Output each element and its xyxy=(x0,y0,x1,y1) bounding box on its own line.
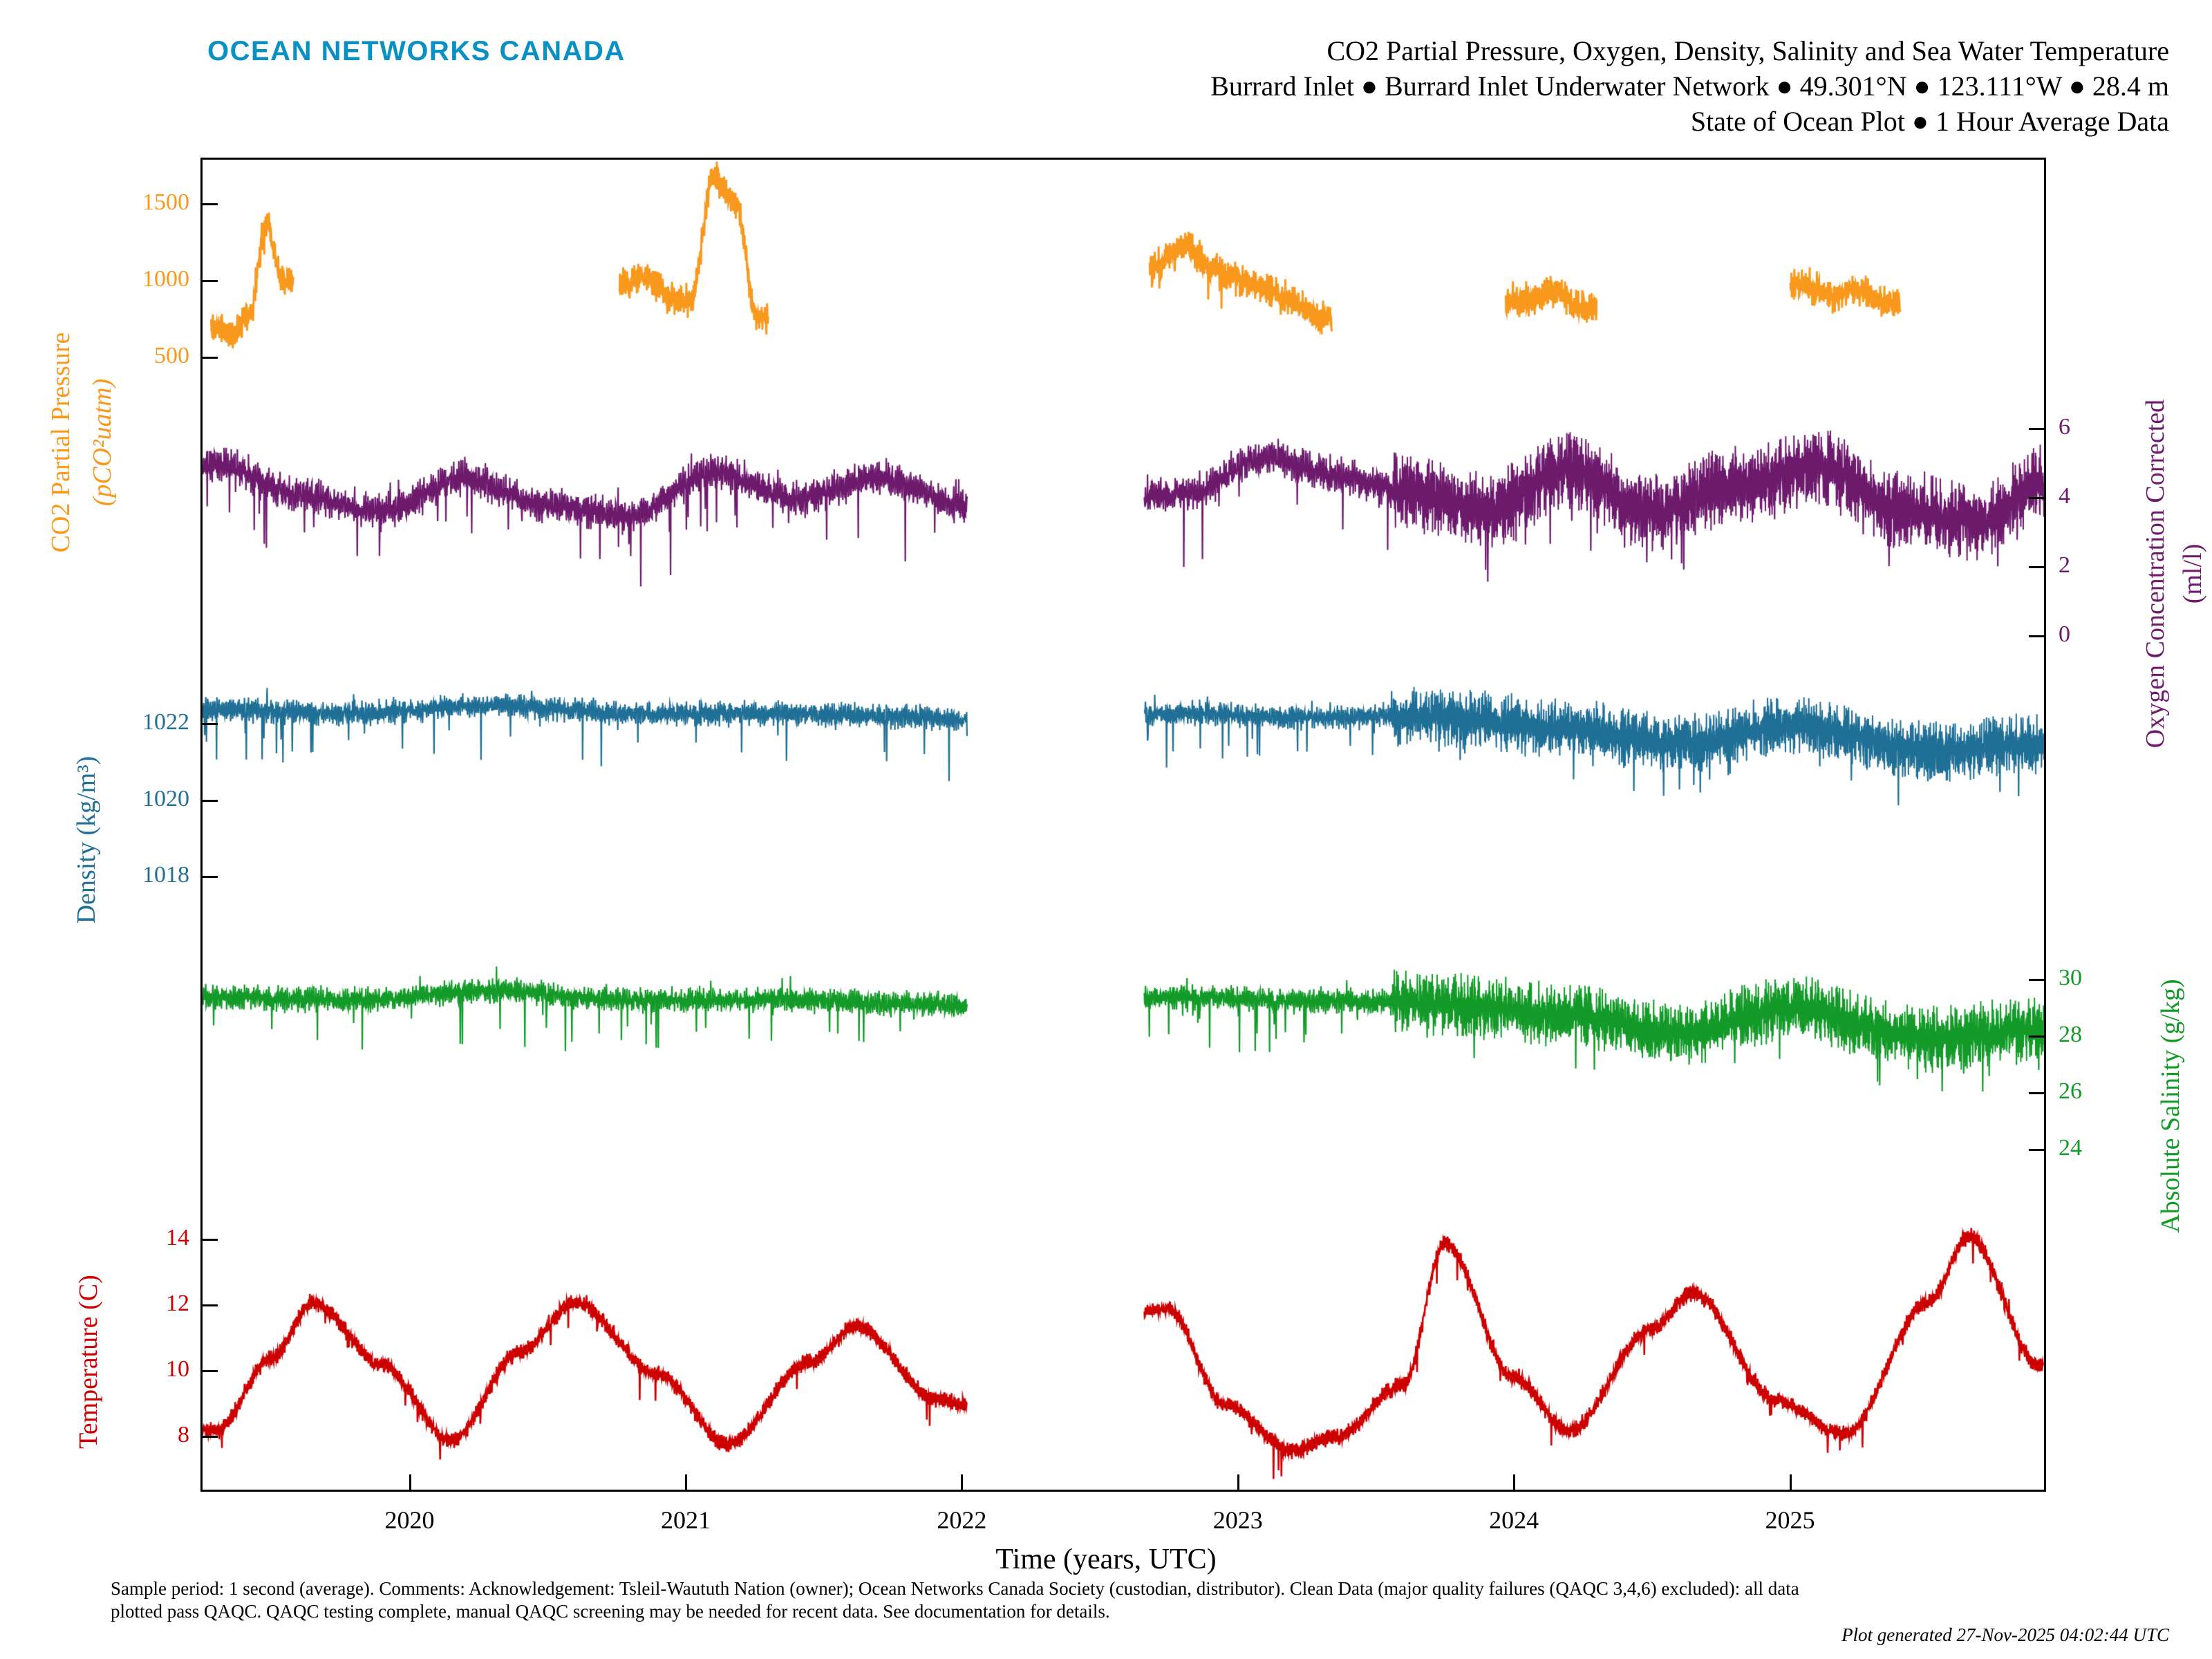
tick-mark xyxy=(203,1436,218,1438)
y-tick-label: 8 xyxy=(178,1421,189,1447)
axis-label-co2-line2: (pCO²uatm) xyxy=(88,378,117,507)
x-tick-label: 2020 xyxy=(384,1506,435,1534)
axis-label-salinity: Absolute Salinity (g/kg) xyxy=(2156,979,2185,1233)
x-tick-label: 2024 xyxy=(1489,1506,1539,1534)
chart-title-block xyxy=(1210,33,2169,140)
tick-mark xyxy=(203,723,218,725)
y-tick-label: 2 xyxy=(2059,552,2070,578)
axis-label-density: Density (kg/m³) xyxy=(72,756,101,924)
tick-mark xyxy=(961,1474,963,1490)
y-tick-label: 14 xyxy=(166,1224,189,1250)
y-tick-label: 1022 xyxy=(142,709,189,735)
y-tick-label: 6 xyxy=(2059,414,2070,440)
y-tick-label: 10 xyxy=(166,1356,189,1382)
y-tick-label: 4 xyxy=(2059,483,2070,509)
x-axis-title: Time (years, UTC) xyxy=(995,1544,1217,1575)
tick-mark xyxy=(2029,566,2044,568)
y-tick-label: 1018 xyxy=(142,861,189,888)
plot-area[interactable] xyxy=(200,158,2046,1492)
y-tick-label: 28 xyxy=(2059,1021,2082,1047)
tick-mark xyxy=(409,1474,411,1490)
tick-mark xyxy=(203,280,218,282)
tick-mark xyxy=(2029,1092,2044,1094)
tick-mark xyxy=(203,1370,218,1372)
tick-mark xyxy=(2029,635,2044,637)
series-canvas xyxy=(203,160,2044,1490)
tick-mark xyxy=(1790,1474,1792,1490)
y-tick-label: 500 xyxy=(154,342,189,368)
tick-mark xyxy=(2029,1035,2044,1038)
axis-label-temperature: Temperature (C) xyxy=(74,1275,103,1449)
y-tick-label: 1500 xyxy=(142,189,189,216)
tick-mark xyxy=(2029,1149,2044,1151)
tick-mark xyxy=(203,203,218,205)
footnote-text: Sample period: 1 second (average). Comments: Acknowledgement: Tsleil-Waututh Nation (owner); Ocean Networks Canada Society (custodian, distributor). Clean Data (major quality failures (QAQC 3,4,6) excluded): all data plotted pass QAQC. QAQC testing complete, manual QAQC screening may be needed for recent data. See documentation for details. xyxy=(111,1578,1799,1622)
chart-title-line2: Burrard Inlet ● Burrard Inlet Underwater Network ● 49.301°N ● 123.111°W ● 28.4 m xyxy=(1210,71,2169,102)
x-tick-label: 2025 xyxy=(1765,1506,1815,1534)
tick-mark xyxy=(203,1239,218,1241)
tick-mark xyxy=(203,357,218,359)
y-tick-label: 0 xyxy=(2059,621,2070,647)
brand-logo-text: OCEAN NETWORKS CANADA xyxy=(207,36,626,66)
y-tick-label: 1000 xyxy=(142,266,189,292)
tick-mark xyxy=(203,876,218,878)
y-tick-label: 12 xyxy=(166,1290,189,1316)
x-tick-label: 2023 xyxy=(1212,1506,1263,1534)
tick-mark xyxy=(685,1474,687,1490)
tick-mark xyxy=(1513,1474,1515,1490)
y-tick-label: 30 xyxy=(2059,964,2082,991)
tick-mark xyxy=(2029,979,2044,981)
generated-timestamp: Plot generated 27-Nov-2025 04:02:44 UTC xyxy=(1841,1624,2169,1645)
y-tick-label: 26 xyxy=(2059,1078,2082,1105)
axis-label-oxygen-line1: Oxygen Concentration Corrected xyxy=(2141,399,2170,749)
tick-mark xyxy=(2029,497,2044,499)
tick-mark xyxy=(203,1304,218,1306)
tick-mark xyxy=(2029,428,2044,430)
y-tick-label: 24 xyxy=(2059,1135,2082,1161)
x-tick-label: 2022 xyxy=(937,1506,987,1534)
tick-mark xyxy=(203,800,218,802)
axis-label-oxygen-line2: (ml/l) xyxy=(2178,543,2207,604)
chart-title-line1: CO2 Partial Pressure, Oxygen, Density, Salinity and Sea Water Temperature xyxy=(1327,35,2169,66)
tick-mark xyxy=(1237,1474,1239,1490)
chart-title-line3: State of Ocean Plot ● 1 Hour Average Data xyxy=(1690,106,2169,138)
y-tick-label: 1020 xyxy=(142,785,189,812)
axis-label-co2-line1: CO2 Partial Pressure xyxy=(46,332,75,553)
x-tick-label: 2021 xyxy=(660,1506,711,1534)
plot-inner xyxy=(203,160,2044,1490)
